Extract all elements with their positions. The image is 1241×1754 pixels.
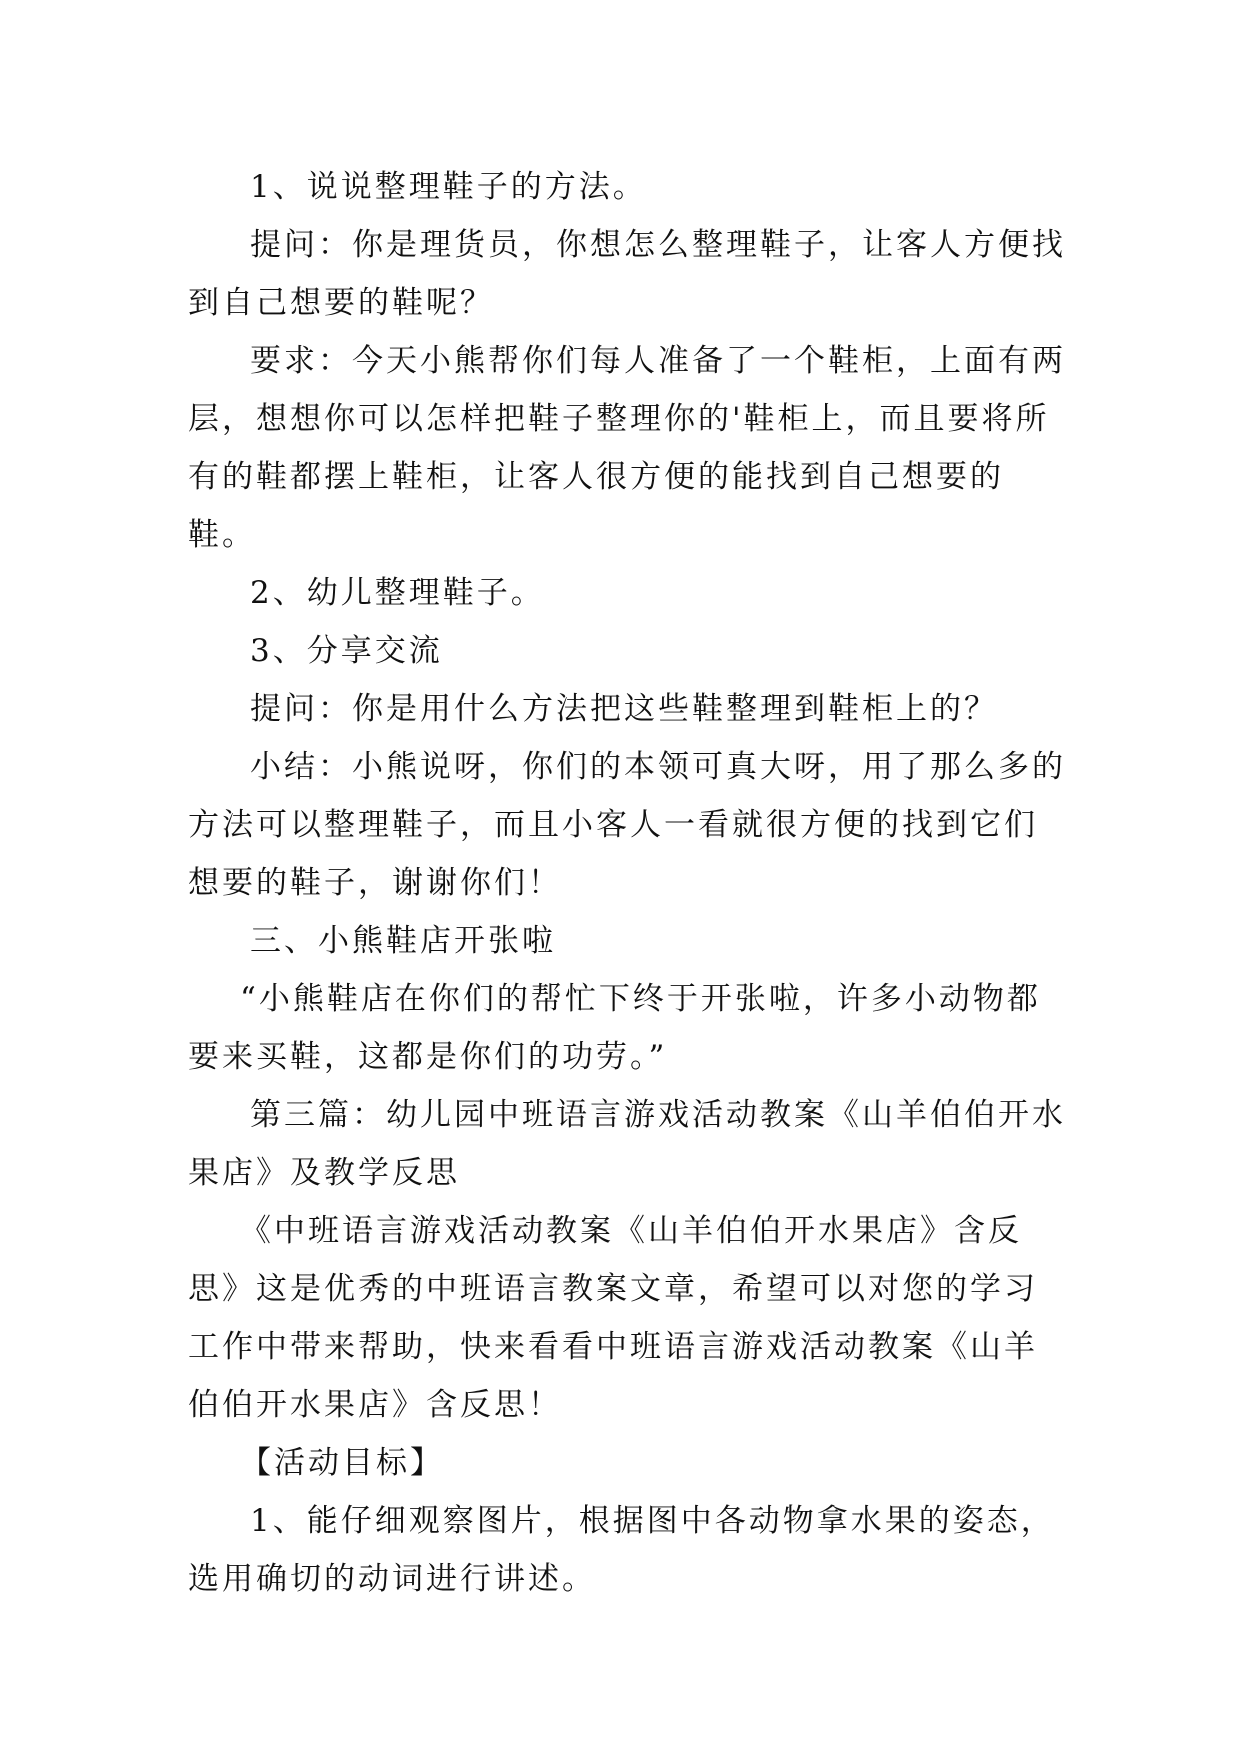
paragraph-intro: 《中班语言游戏活动教案《山羊伯伯开水果店》含反思》这是优秀的中班语言教案文章，希望可以对您的学习工作中带来帮助，快来看看中班语言游戏活动教案《山羊伯伯开水果店》含反思！ xyxy=(188,1213,1038,1423)
paragraph-method-heading: 1、说说整理鞋子的方法。 xyxy=(250,169,647,205)
paragraph-requirement: 要求：今天小熊帮你们每人准备了一个鞋柜，上面有两层，想想你可以怎样把鞋子整理你的'鞋柜上，而且要将所有的鞋都摆上鞋柜，让客人很方便的能找到自己想要的鞋。 xyxy=(188,343,1066,553)
paragraph-goal-1: 1、能仔细观察图片，根据图中各动物拿水果的姿态，选用确切的动词进行讲述。 xyxy=(188,1503,1055,1597)
paragraph-step-3: 3、分享交流 xyxy=(250,633,443,669)
paragraph-question-1: 提问：你是理货员，你想怎么整理鞋子，让客人方便找到自己想要的鞋呢？ xyxy=(188,227,1066,321)
section-heading-shop-open: 三、小熊鞋店开张啦 xyxy=(250,923,556,959)
section-heading-goals: 【活动目标】 xyxy=(240,1445,444,1481)
paragraph-step-2: 2、幼儿整理鞋子。 xyxy=(250,575,545,611)
paragraph-quote: “小熊鞋店在你们的帮忙下终于开张啦，许多小动物都要来买鞋，这都是你们的功劳。” xyxy=(188,981,1041,1075)
document-body xyxy=(188,158,1068,1608)
paragraph-summary: 小结：小熊说呀，你们的本领可真大呀，用了那么多的方法可以整理鞋子，而且小客人一看就很方便的找到它们想要的鞋子，谢谢你们！ xyxy=(188,749,1066,901)
article-title: 第三篇：幼儿园中班语言游戏活动教案《山羊伯伯开水果店》及教学反思 xyxy=(188,1097,1066,1191)
paragraph-question-2: 提问：你是用什么方法把这些鞋整理到鞋柜上的？ xyxy=(250,691,998,727)
